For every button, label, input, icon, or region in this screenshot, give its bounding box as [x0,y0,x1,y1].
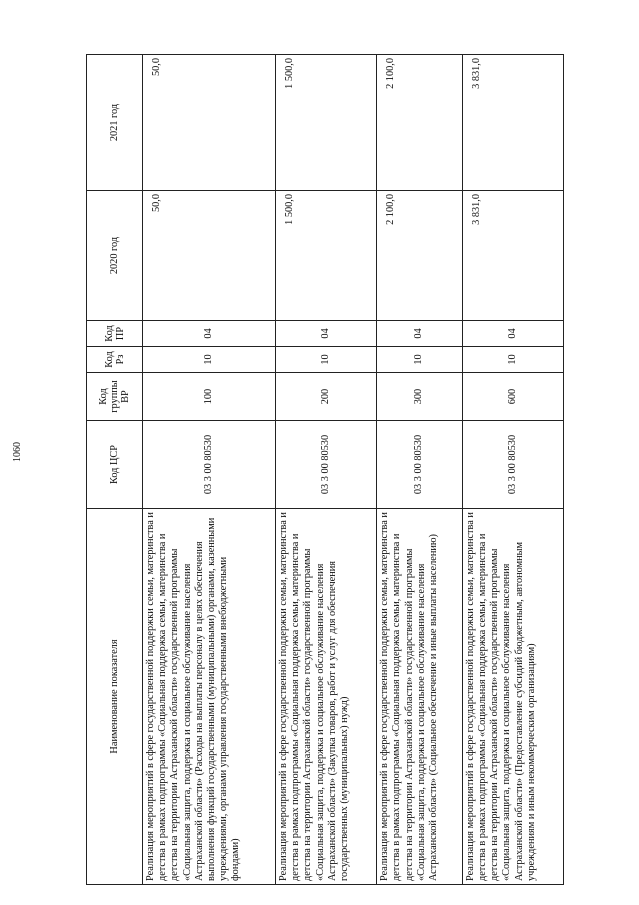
header-vr: Код группы ВР [87,373,143,421]
table-row [143,55,276,885]
page-number: 1060 [12,442,23,462]
row-year-2020: 3 831,0 [462,191,563,321]
row-year-2021: 1 500,0 [275,55,376,191]
row-rz: 10 [143,347,276,373]
row-csr: 03 3 00 80530 [462,421,563,509]
row-vr: 300 [377,373,462,421]
row-rz: 10 [275,347,376,373]
row-year-2021: 2 100,0 [377,55,462,191]
row-pr: 04 [462,321,563,347]
table-header-row [87,55,143,885]
row-name: Реализация мероприятий в сфере государственной поддержки семьи, материнства и детства в рамках подпрограммы «Социальная поддержка семьи, материнства и детства на территории Астраханской области» государственной программы «Социальная защита, поддержка и социальное обслуживание населения Астраханской области» (Социальное обеспечение и иные выплаты населению) [377,509,462,885]
header-pr: Код ПР [87,321,143,347]
header-year-2021: 2021 год [87,55,143,191]
header-name: Наименование показателя [87,509,143,885]
row-name: Реализация мероприятий в сфере государственной поддержки семьи, материнства и детства в рамках подпрограммы «Социальная поддержка семьи, материнства и детства на территории Астраханской области» государственной программы «Социальная защита, поддержка и социальное обслуживание населения Астраханской области» (Расходы на выплаты персоналу в целях обеспечения выполнения функций государственными (муниципальными) органами, казенными учреждениями, органами управления государственными внебюджетными фондами) [143,509,276,885]
row-pr: 04 [275,321,376,347]
row-vr: 600 [462,373,563,421]
header-year-2020: 2020 год [87,191,143,321]
row-rz: 10 [377,347,462,373]
rotated-table-sheet [86,55,564,885]
header-rz: Код Рз [87,347,143,373]
row-year-2020: 50,0 [143,191,276,321]
row-csr: 03 3 00 80530 [275,421,376,509]
row-rz: 10 [462,347,563,373]
row-csr: 03 3 00 80530 [377,421,462,509]
table-row [275,55,376,885]
budget-table [86,54,564,885]
row-vr: 200 [275,373,376,421]
row-year-2021: 3 831,0 [462,55,563,191]
row-year-2020: 1 500,0 [275,191,376,321]
row-pr: 04 [377,321,462,347]
row-year-2021: 50,0 [143,55,276,191]
header-csr: Код ЦСР [87,421,143,509]
row-vr: 100 [143,373,276,421]
row-name: Реализация мероприятий в сфере государственной поддержки семьи, материнства и детства в рамках подпрограммы «Социальная поддержка семьи, материнства и детства на территории Астраханской области» государственной программы «Социальная защита, поддержка и социальное обслуживание населения Астраханской области» (Предоставление субсидий бюджетным, автономным учреждениям и иным некоммерческим организациям) [462,509,563,885]
row-csr: 03 3 00 80530 [143,421,276,509]
row-name: Реализация мероприятий в сфере государственной поддержки семьи, материнства и детства в рамках подпрограммы «Социальная поддержка семьи, материнства и детства на территории Астраханской области» государственной программы «Социальная защита, поддержка и социальное обслуживание населения Астраханской области» (Закупка товаров, работ и услуг для обеспечения государственных (муниципальных) нужд) [275,509,376,885]
table-row [462,55,563,885]
row-pr: 04 [143,321,276,347]
row-year-2020: 2 100,0 [377,191,462,321]
table-row [377,55,462,885]
